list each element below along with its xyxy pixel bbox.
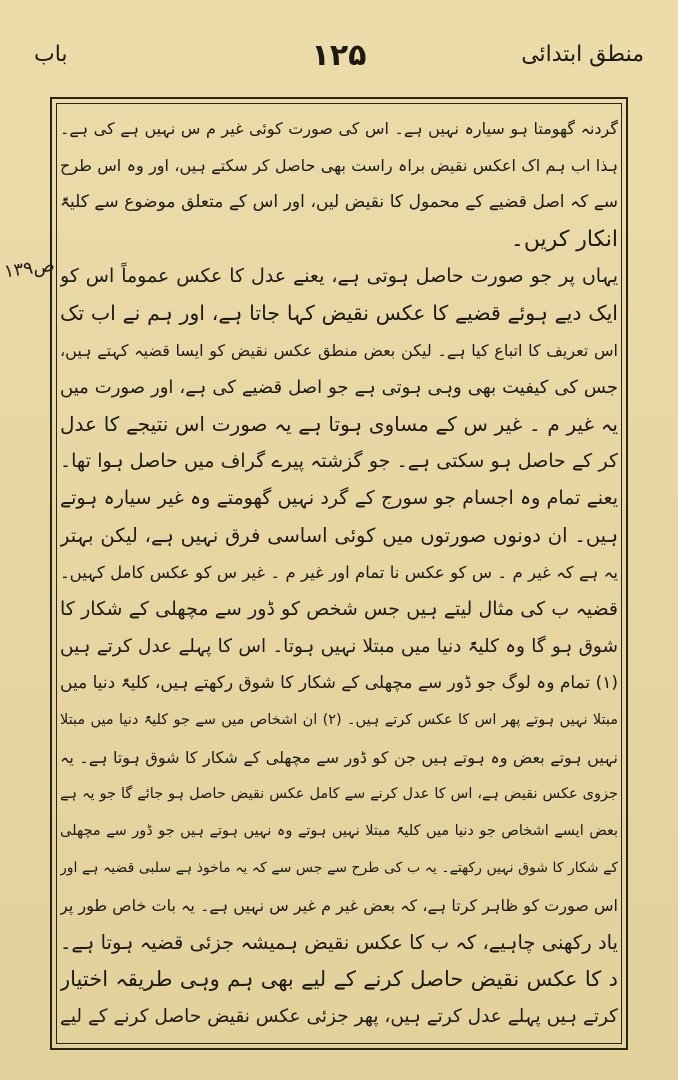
- text-line: جس کی کیفیت بھی وہی ہوتی ہے جو اصل قضیے کی ہے، اور صورت میں: [60, 377, 618, 398]
- book-title: منطق ابتدائی: [521, 42, 644, 67]
- text-line: د کا عکس نقیض حاصل کرنے کے لیے بھی ہم وہی طریقہ اختیار: [60, 967, 618, 991]
- text-line: یہ ہے کہ غیر م ۔ س کو عکس نا تمام اور غیر م ۔ غیر س کو عکس کامل کہیں۔: [60, 563, 618, 582]
- chapter-label: باب: [34, 42, 68, 67]
- text-line: اس تعریف کا اتباع کیا ہے۔ لیکن بعض منطق عکس نقیض کو ایسا قضیہ کہتے ہیں،: [60, 341, 618, 360]
- page-number: ۱۲۵: [311, 38, 367, 73]
- text-line: یہ غیر م ۔ غیر س کے مساوی ہوتا ہے یہ صورت اس نتیجے کا عدل: [60, 412, 618, 436]
- text-line: بعض ایسے اشخاص جو دنیا میں کلیۃً مبتلا نہیں ہوتے وہ نہیں ہوتے ہیں جو ڈور سے مچھلی: [60, 823, 618, 839]
- text-line: مبتلا نہیں ہوتے پھر اس کا عکس کرتے ہیں۔ (۲) ان اشخاص میں سے جو کلیۃً دنیا میں مبتلا: [60, 712, 618, 728]
- text-line: (۱) تمام وہ لوگ جو ڈور سے مچھلی کے شکار کا شوق رکھتے ہیں، کلیۃً دنیا میں: [60, 673, 618, 693]
- text-line: یاد رکھنی چاہیے، کہ ب کا عکس نقیض ہمیشہ جزئی قضیہ ہوتا ہے۔: [60, 931, 618, 954]
- text-line: قضیہ ب کی مثال لیتے ہیں جس شخص کو ڈور سے مچھلی کے شکار کا: [60, 598, 618, 620]
- text-line: جزوی عکس نقیض ہے، اس کا عدل کرنے سے کامل عکس نقیض حاصل ہو جائے گا جو یہ ہے: [60, 786, 618, 802]
- text-line: ایک دیے ہوئے قضیے کا عکس نقیض کہا جاتا ہے، اور ہم نے اب تک: [60, 301, 618, 325]
- text-line: ہذا اب ہم اک اعکس نقیض براہ راست بھی حاصل کر سکتے ہیں، اور وہ اس طرح: [60, 156, 618, 175]
- text-line: کرتے ہیں پہلے عدل کرتے ہیں، پھر جزئی عکس نقیض حاصل کرنے کے لیے: [60, 1006, 618, 1027]
- margin-note: ص۱۳۹: [2, 254, 56, 283]
- text-line: کے شکار کا شوق نہیں رکھتے۔ یہ ب کی طرح سے جس سے کہ یہ ماخوذ ہے سلبی قضیہ ہے اور: [60, 860, 618, 876]
- text-line: یعنے تمام وہ اجسام جو سورج کے گرد نہیں گھومتے وہ غیر سیارہ ہوتے: [60, 487, 618, 509]
- text-line: اس صورت کو ظاہر کرتا ہے، کہ بعض غیر م غیر س نہیں ہے۔ یہ بات خاص طور پر: [60, 896, 618, 915]
- text-line: نہیں ہوتے بعض وہ ہوتے ہیں جن کو ڈور سے مچھلی کے شکار کا شوق ہوتا ہے۔ یہ: [60, 748, 618, 767]
- text-line: یہاں پر جو صورت حاصل ہوتی ہے، یعنے عدل کا عکس عموماً اس کو: [60, 265, 618, 287]
- body-text: [60, 110, 618, 1035]
- text-line: گردنہ گھومتا ہو سیارہ نہیں ہے۔ اس کی صورت کوئی غیر م س نہیں ہے کی ہے۔: [60, 119, 618, 138]
- text-line: شوق ہو گا وہ کلیۃً دنیا میں مبتلا نہیں ہوتا۔ اس کا پہلے عدل کرتے ہیں: [60, 636, 618, 657]
- text-line: ہیں۔ ان دونوں صورتوں میں کوئی اساسی فرق نہیں ہے، لیکن بہتر: [60, 524, 618, 547]
- text-line: سے کہ اصل قضیے کے محمول کا نقیض لیں، اور اس کے متعلق موضوع سے کلیۃً: [60, 192, 618, 212]
- text-line: کر کے حاصل ہو سکتی ہے۔ جو گزشتہ پیرے گراف میں حاصل ہوا تھا۔: [60, 450, 618, 472]
- page-header: [30, 38, 648, 82]
- text-line: انکار کریں۔: [510, 227, 618, 252]
